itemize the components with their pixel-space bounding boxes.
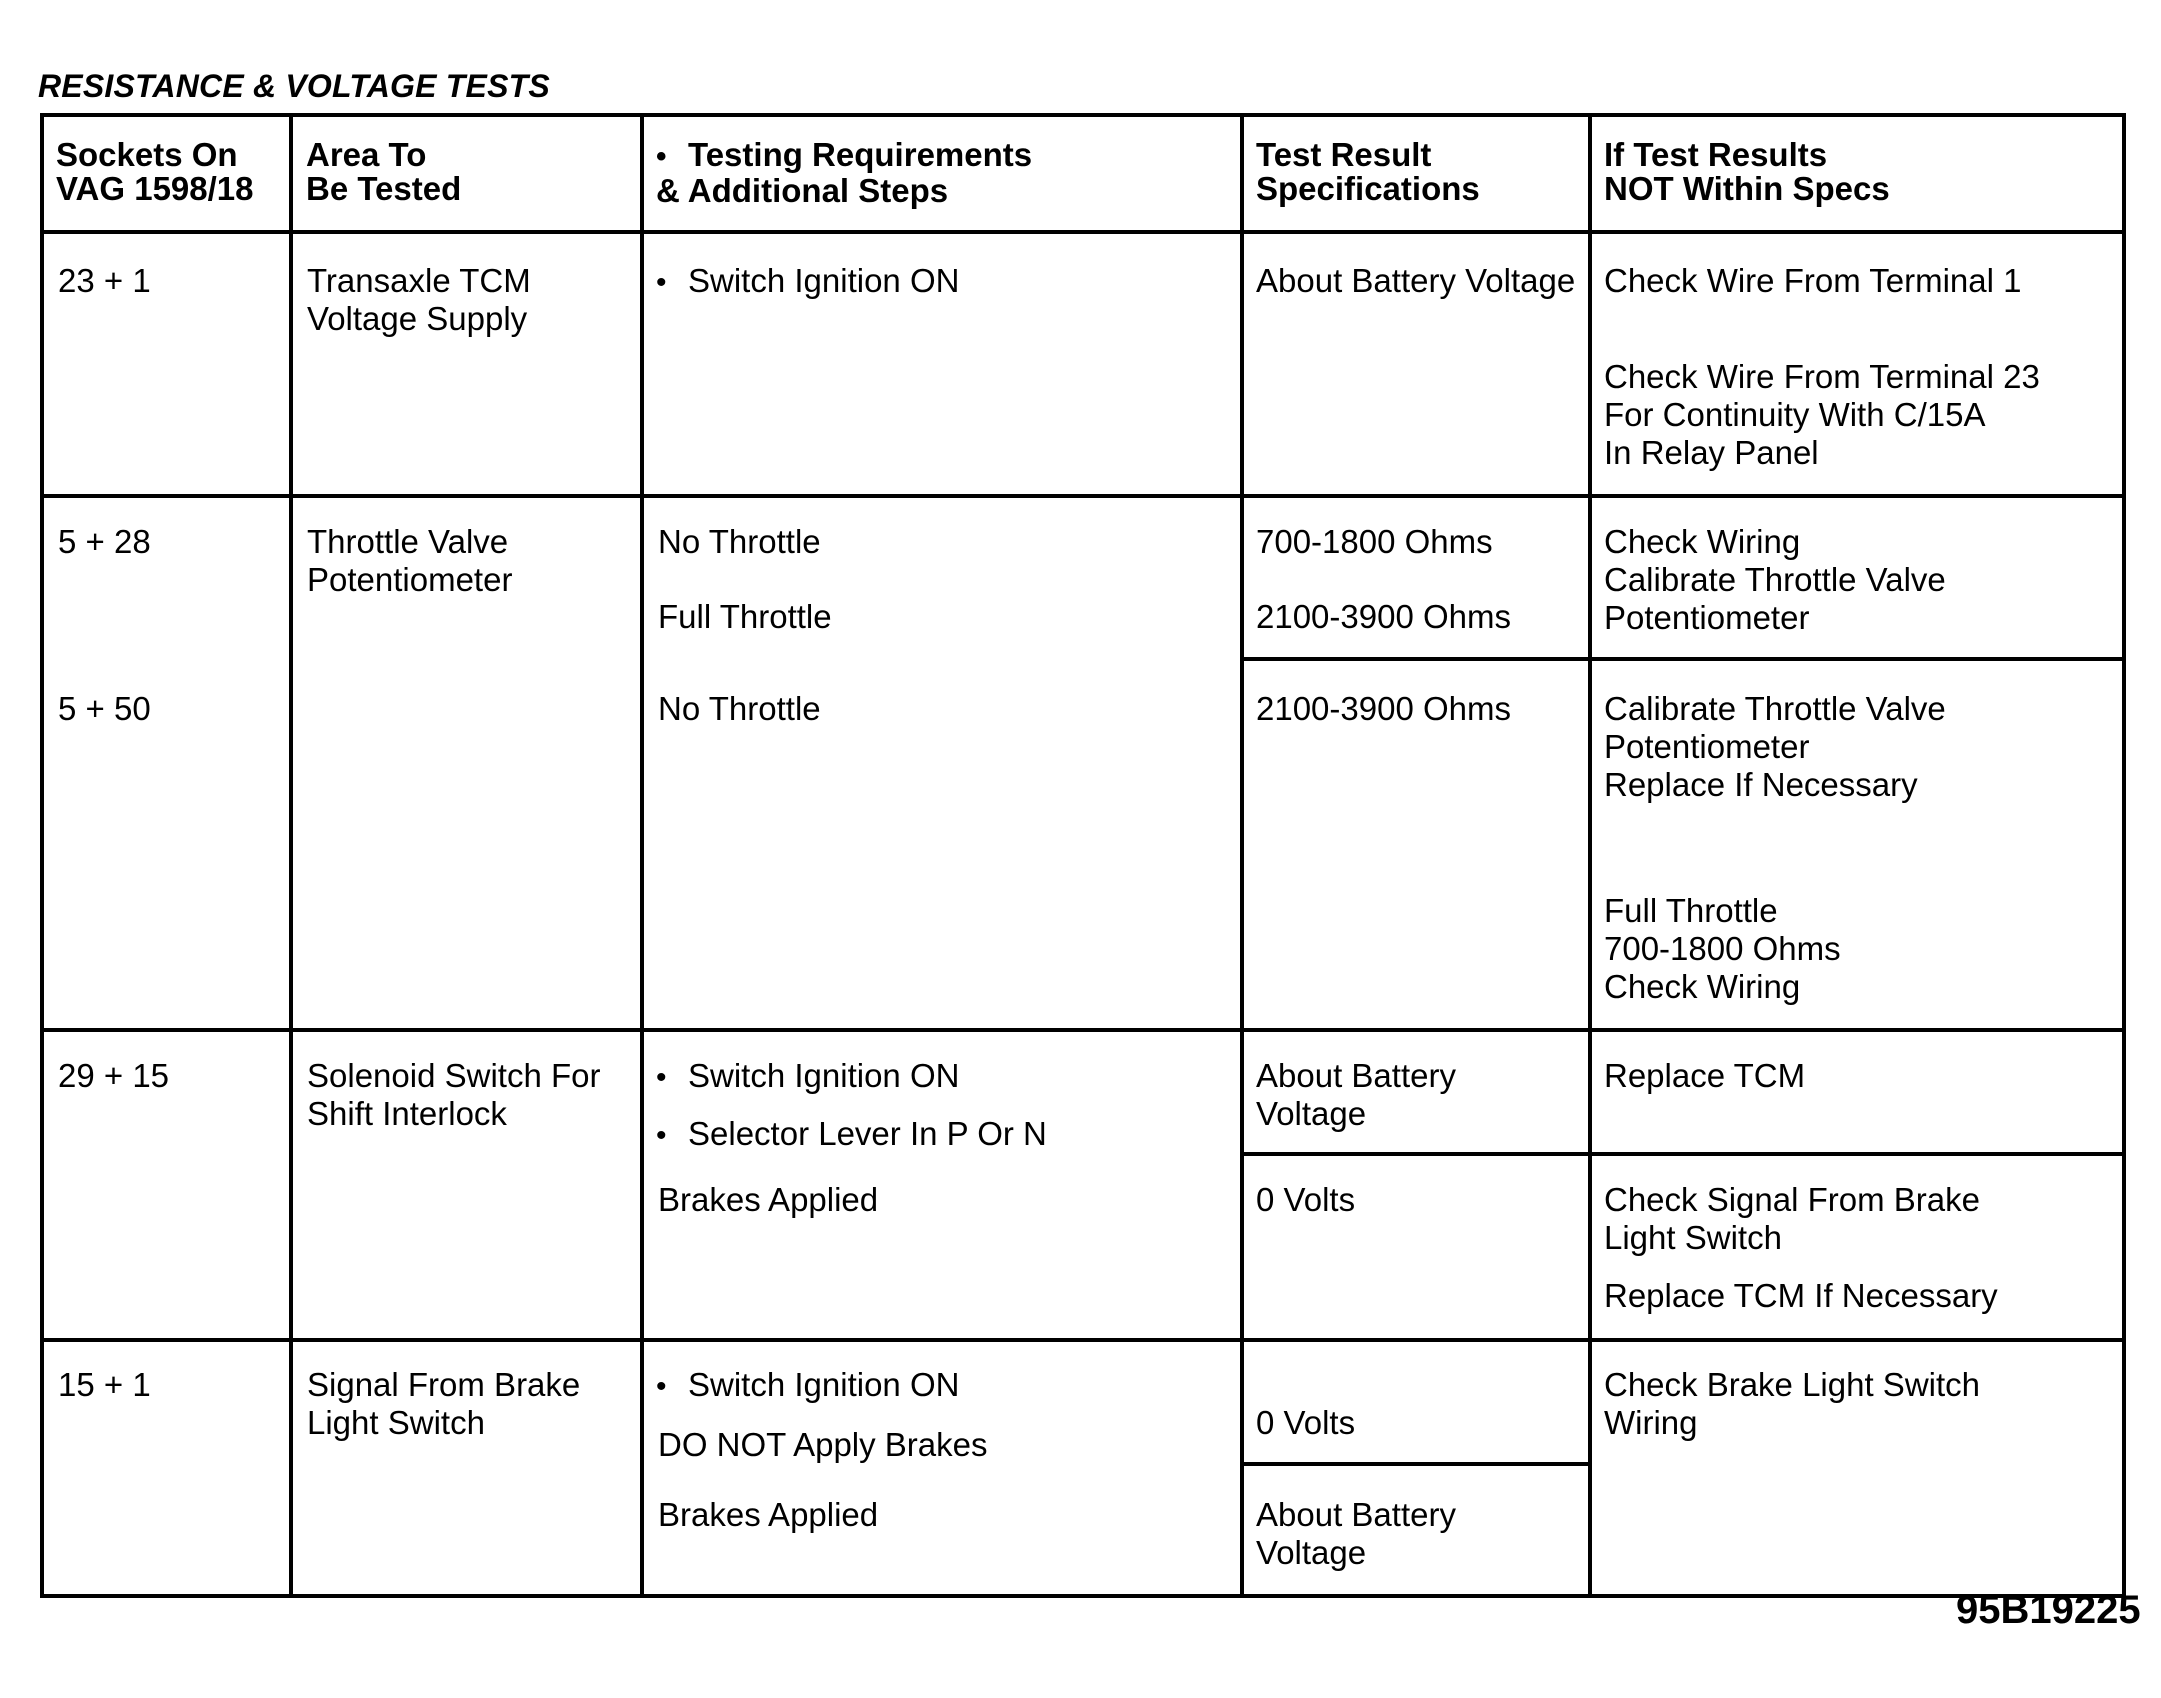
row5-testing-b: DO NOT Apply Brakes: [658, 1426, 988, 1463]
row1-spec: About Battery Voltage: [1256, 262, 1576, 299]
row4-area: Solenoid Switch For Shift Interlock: [307, 1057, 601, 1132]
row1-area: Transaxle TCM Voltage Supply: [307, 262, 531, 337]
row1-not-within-a: Check Wire From Terminal 1: [1604, 262, 2022, 299]
page-title: RESISTANCE & VOLTAGE TESTS: [38, 68, 550, 104]
row5-testing-a: • Switch Ignition ON: [656, 1366, 959, 1406]
row2-not-within: Check Wiring Calibrate Throttle Valve Potentiometer: [1604, 523, 1946, 636]
row1-not-within-b: Check Wire From Terminal 23 For Continuity With C/15A In Relay Panel: [1604, 358, 2040, 471]
row5-sockets: 15 + 1: [58, 1366, 151, 1403]
row2-area: Throttle Valve Potentiometer: [307, 523, 513, 598]
header-spec: Test Result Specifications: [1256, 136, 1480, 207]
row3-spec: 2100-3900 Ohms: [1256, 690, 1511, 727]
row4-not-within-c: Replace TCM If Necessary: [1604, 1277, 1998, 1314]
figure-id: 95B19225: [1956, 1588, 2141, 1632]
row2-spec-b: 2100-3900 Ohms: [1256, 598, 1511, 635]
row1-testing: • Switch Ignition ON: [656, 262, 959, 302]
bullet-icon: [656, 136, 688, 173]
header-sockets: Sockets On VAG 1598/18: [56, 136, 254, 207]
row4-spec-a: About Battery Voltage: [1256, 1057, 1456, 1132]
row4-testing-b: • Selector Lever In P Or N: [656, 1115, 1047, 1155]
bullet-icon: [656, 1115, 688, 1152]
row2-testing-a: No Throttle: [658, 523, 821, 560]
row1-sockets: 23 + 1: [58, 262, 151, 299]
row4-not-within-b: Check Signal From Brake Light Switch: [1604, 1181, 1980, 1256]
row5-not-within: Check Brake Light Switch Wiring: [1604, 1366, 1981, 1441]
row3-sockets: 5 + 50: [58, 690, 151, 727]
row4-sockets: 29 + 15: [58, 1057, 170, 1094]
row3-testing: No Throttle: [658, 690, 821, 727]
header-testing: • Testing Requirements & Additional Steps: [656, 138, 1032, 208]
bullet-icon: [656, 1057, 688, 1094]
row5-area: Signal From Brake Light Switch: [307, 1366, 581, 1441]
header-not-within: If Test Results NOT Within Specs: [1604, 136, 1890, 207]
row3-not-within-a: Calibrate Throttle Valve Potentiometer Replace If Necessary: [1604, 690, 1946, 803]
row5-testing-c: Brakes Applied: [658, 1496, 879, 1533]
bullet-icon: [656, 262, 688, 299]
row4-not-within-a: Replace TCM: [1604, 1057, 1806, 1094]
row2-spec-a: 700-1800 Ohms: [1256, 523, 1493, 560]
row2-sockets: 5 + 28: [58, 523, 151, 560]
row2-testing-b: Full Throttle: [658, 598, 832, 635]
row4-spec-b: 0 Volts: [1256, 1181, 1356, 1218]
row5-spec-b: About Battery Voltage: [1256, 1496, 1456, 1571]
header-area: Area To Be Tested: [306, 136, 462, 207]
row5-spec-a: 0 Volts: [1256, 1404, 1356, 1441]
row3-not-within-b: Full Throttle 700-1800 Ohms Check Wiring: [1604, 892, 1841, 1005]
row4-testing-c: Brakes Applied: [658, 1181, 879, 1218]
bullet-icon: [656, 1366, 688, 1403]
row4-testing-a: • Switch Ignition ON: [656, 1057, 959, 1097]
